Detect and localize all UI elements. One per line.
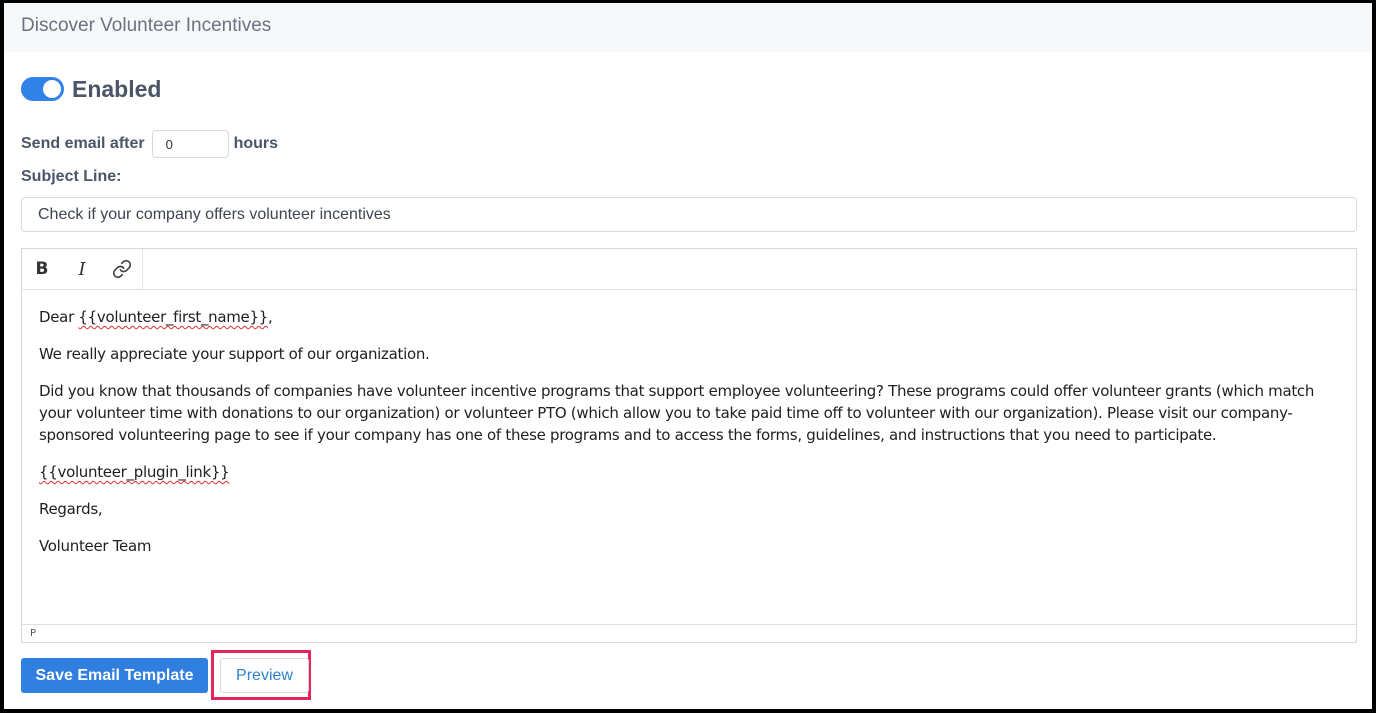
editor-status-path: P: [22, 624, 1356, 642]
italic-button[interactable]: I: [78, 258, 86, 280]
bold-button[interactable]: B: [35, 259, 49, 279]
editor-content[interactable]: [22, 290, 1356, 624]
subject-line-input[interactable]: [21, 197, 1357, 232]
signature-paragraph: Volunteer Team: [39, 537, 152, 555]
subject-line-label: Subject Line:: [21, 168, 122, 185]
email-template-panel: [4, 3, 1372, 709]
editor-toolbar: [22, 249, 1356, 290]
plugin-link-variable: {{volunteer_plugin_link}}: [39, 463, 230, 481]
send-after-row: [21, 130, 278, 158]
closing-paragraph: Regards,: [39, 500, 103, 518]
rich-text-editor: [21, 248, 1357, 643]
link-button[interactable]: [102, 249, 143, 289]
preview-button[interactable]: Preview: [220, 658, 309, 693]
hours-input[interactable]: [152, 130, 229, 158]
enabled-toggle[interactable]: [21, 77, 64, 101]
incentives-paragraph: Did you know that thousands of companies have volunteer incentive programs that support employee volunteering? These programs could offer volunteer grants (which match your volunteer time with donations to our organization) or volunteer PTO (which allow you to take paid time off to volunteer with our organization). Please visit our company-sponsored volunteering page to see if your company has one of these programs and to access the forms, guidelines, and instructions that you need to participate.: [39, 382, 1315, 444]
greeting-paragraph: Dear {{volunteer_first_name}},: [39, 308, 273, 326]
enabled-label: Enabled: [72, 75, 162, 102]
panel-title: Discover Volunteer Incentives: [21, 15, 272, 36]
save-email-template-button[interactable]: Save Email Template: [21, 658, 208, 693]
first-name-variable: {{volunteer_first_name}}: [78, 308, 268, 326]
plugin-link-paragraph: [39, 461, 1316, 483]
enabled-toggle-row: [21, 75, 161, 103]
send-after-label: Send email after: [21, 135, 145, 152]
panel-header: [4, 3, 1372, 52]
appreciation-paragraph: We really appreciate your support of our organization.: [39, 345, 430, 363]
toggle-knob: [43, 80, 61, 98]
link-icon: [112, 259, 132, 279]
hours-label: hours: [233, 135, 279, 152]
